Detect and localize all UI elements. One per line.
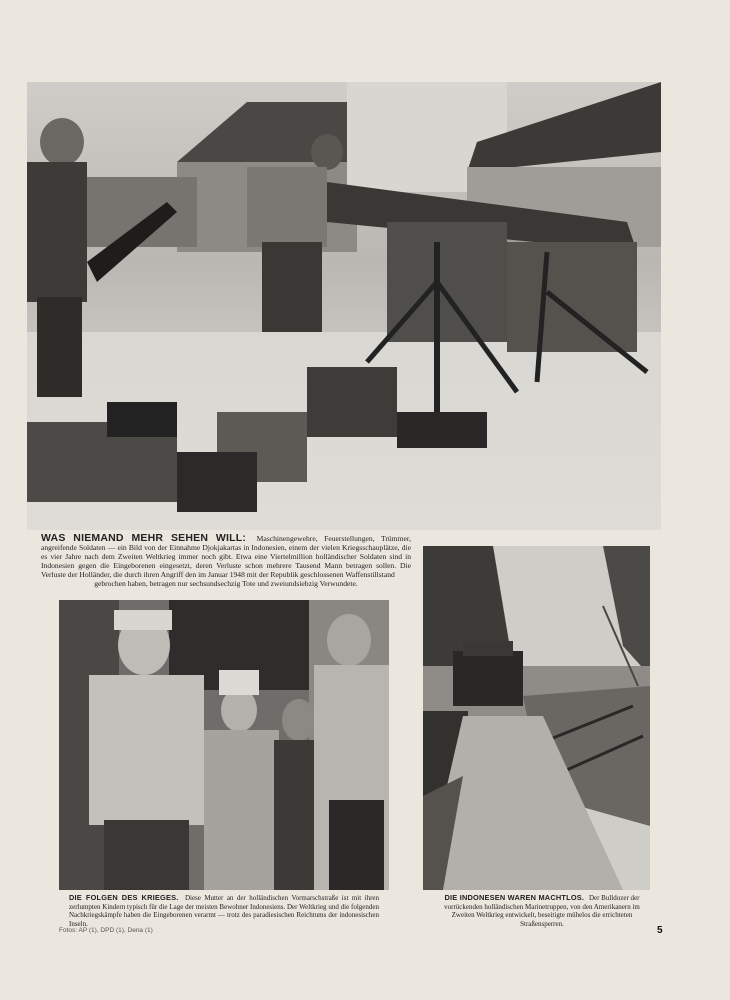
caption-top-heading: WAS NIEMAND MEHR SEHEN WILL:	[41, 532, 247, 544]
photo-soldiers-djokjakarta	[27, 82, 661, 530]
caption-left-photo	[69, 894, 379, 928]
photo-mother-with-children	[59, 600, 389, 890]
caption-top-tail: gebrochen haben, betragen nur sechsundsechzig Tote und zweiundsiebzig Verwundete.	[94, 579, 358, 588]
caption-top-photo	[41, 534, 411, 588]
caption-right-body: Der Bulldozer der vorrückenden holländischen Marinetruppen, von den Amerikanern im Zweiten Weltkrieg entwickelt, beseitigte mühelos die errichteten Straßensperren.	[444, 894, 640, 928]
page-number: 5	[657, 925, 663, 936]
caption-right-heading: DIE INDONESEN WAREN MACHTLOS.	[444, 893, 585, 902]
photo-credit: Fotos: AP (1), DPD (1), Dena (1)	[59, 927, 153, 934]
caption-left-heading: DIE FOLGEN DES KRIEGES.	[69, 893, 179, 902]
caption-left-body: Diese Mutter an der holländischen Vormarschstraße ist mit ihren zerlumpten Kindern typisch für die Lage der meisten Bewohner Indonesiens. Der Weltkrieg und die folgenden Nachkriegskämpfe haben die Eingeborenen verarmt — trotz des paradiesischen Reichtums der indonesischen Inseln.	[69, 894, 380, 928]
caption-right-photo	[437, 894, 647, 928]
photo-bulldozer-road	[423, 546, 650, 890]
caption-top-body: Maschinengewehre, Feuerstellungen, Trümmer, angreifende Soldaten — ein Bild von der Einnahme Djokjakartas in Indonesien, einem der vielen Kriegsschauplätze, die es vier Jahre nach dem Zweiten Weltkrieg immer noch gibt. Etwa eine Viertelmillion holländischer Soldaten sind in Indonesien gegen die Eingeborenen eingesetzt, deren Verluste schon mehrere Tausend Mann betragen sollen. Die Verluste der Holländer, die durch ihren Angriff den im Januar 1948 mit der Republik geschlossenen Waffenstillstand	[41, 534, 411, 579]
